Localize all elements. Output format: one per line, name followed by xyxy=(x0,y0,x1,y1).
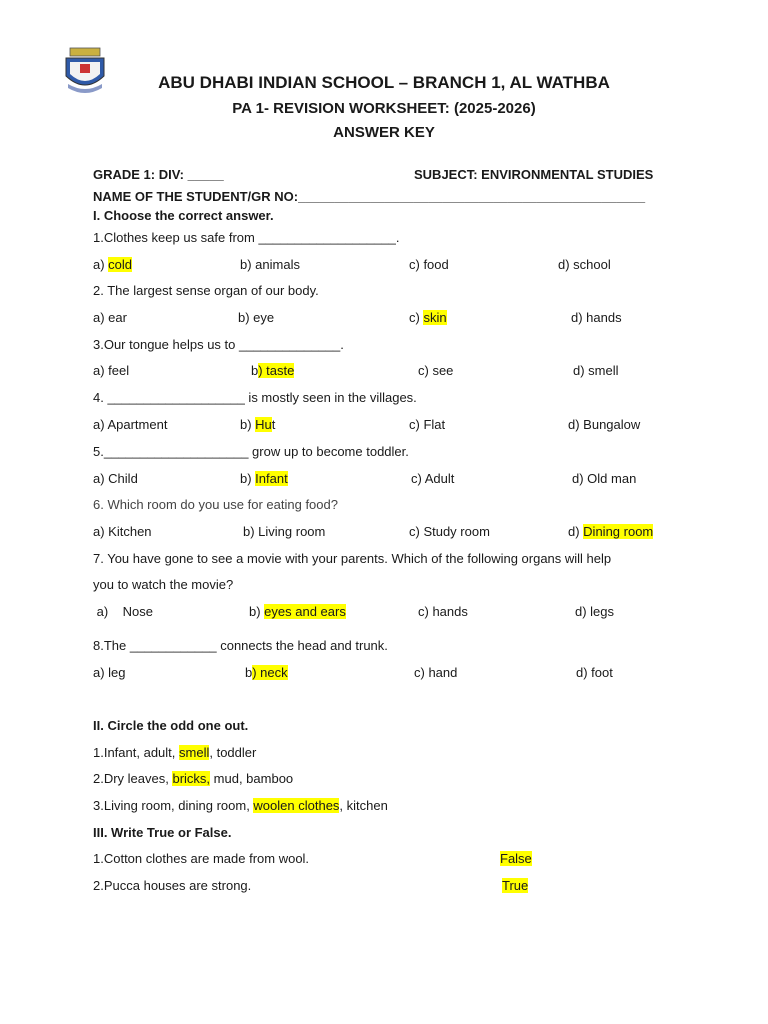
question-4: 4. ___________________ is mostly seen in the villages. xyxy=(93,390,417,405)
grade-div-label: GRADE 1: DIV: _____ xyxy=(93,167,224,182)
option-c: c) hand xyxy=(414,665,458,680)
question-5: 5.____________________ grow up to become toddler. xyxy=(93,444,409,459)
subject-label: SUBJECT: ENVIRONMENTAL STUDIES xyxy=(414,167,654,182)
option-d: d) smell xyxy=(573,363,619,378)
true-false-answer-1 xyxy=(500,851,532,866)
school-name: ABU DHABI INDIAN SCHOOL – BRANCH 1, AL WATHBA xyxy=(158,73,610,92)
true-false-answer-2 xyxy=(502,878,528,893)
option-a: a) cold xyxy=(93,257,133,272)
option-b: b) eye xyxy=(238,310,275,325)
option-c: c) skin xyxy=(409,310,447,325)
option-a: a) feel xyxy=(93,363,130,378)
option-c: c) Study room xyxy=(409,524,490,539)
option-d: d) foot xyxy=(576,665,613,680)
answer-highlight: smell xyxy=(179,745,210,760)
answer-highlight: True xyxy=(502,878,529,893)
option-c: c) Flat xyxy=(409,417,446,432)
question-3: 3.Our tongue helps us to ______________. xyxy=(93,337,344,352)
odd-one-out-1: 1.Infant, adult, smell, toddler xyxy=(93,745,257,760)
question-7: 7. You have gone to see a movie with your parents. Which of the following organs will help xyxy=(93,551,612,566)
answer-highlight: Dining room xyxy=(583,524,654,539)
option-d: d) Old man xyxy=(572,471,637,486)
option-c: c) Adult xyxy=(411,471,455,486)
section-1-title: I. Choose the correct answer. xyxy=(93,208,274,223)
option-a: a) Apartment xyxy=(93,417,168,432)
question-8: 8.The ____________ connects the head and trunk. xyxy=(93,638,388,653)
answer-highlight: skin xyxy=(423,310,447,325)
option-d: d) Bungalow xyxy=(568,417,641,432)
option-a: a) leg xyxy=(93,665,126,680)
option-a: a) Child xyxy=(93,471,138,486)
answer-highlight: woolen clothes xyxy=(253,798,340,813)
option-b: b) taste xyxy=(251,363,295,378)
question-2: 2. The largest sense organ of our body. xyxy=(93,283,319,298)
answer-highlight: Infant xyxy=(255,471,288,486)
answer-highlight: Hu xyxy=(255,417,272,432)
option-b: b) eyes and ears xyxy=(249,604,346,619)
odd-one-out-2: 2.Dry leaves, bricks, mud, bamboo xyxy=(93,771,294,786)
option-b: b) animals xyxy=(240,257,300,272)
option-b: b) neck xyxy=(245,665,288,680)
option-c: c) see xyxy=(418,363,454,378)
option-a: a) ear xyxy=(93,310,127,325)
option-a: a) Kitchen xyxy=(93,524,152,539)
answer-highlight: eyes and ears xyxy=(264,604,346,619)
option-d: d) Dining room xyxy=(568,524,654,539)
option-c: c) hands xyxy=(418,604,468,619)
question-1: 1.Clothes keep us safe from ___________________. xyxy=(93,230,400,245)
odd-one-out-3: 3.Living room, dining room, woolen clothes, kitchen xyxy=(93,798,388,813)
answer-highlight: ) neck xyxy=(252,665,288,680)
section-2-title: II. Circle the odd one out. xyxy=(93,718,249,733)
worksheet-title: PA 1- REVISION WORKSHEET: (2025-2026) xyxy=(232,100,536,117)
section-3-title: III. Write True or False. xyxy=(93,825,232,840)
true-false-statement-2: 2.Pucca houses are strong. xyxy=(93,878,252,893)
answer-key-title: ANSWER KEY xyxy=(333,124,435,141)
option-a: a) Nose xyxy=(93,604,153,619)
option-d: d) school xyxy=(558,257,611,272)
answer-highlight: cold xyxy=(108,257,133,272)
true-false-statement-1: 1.Cotton clothes are made from wool. xyxy=(93,851,310,866)
option-b: b) Hut xyxy=(240,417,276,432)
answer-highlight: bricks, xyxy=(172,771,211,786)
option-b: b) Living room xyxy=(243,524,326,539)
option-d: d) legs xyxy=(575,604,615,619)
answer-highlight: ) taste xyxy=(258,363,295,378)
question-6: 6. Which room do you use for eating food? xyxy=(93,497,338,512)
option-b: b) Infant xyxy=(240,471,288,486)
student-name-line: NAME OF THE STUDENT/GR NO:________________________________________________ xyxy=(93,189,646,204)
answer-highlight: False xyxy=(500,851,532,866)
option-d: d) hands xyxy=(571,310,622,325)
question-7-continued: you to watch the movie? xyxy=(93,577,234,592)
option-c: c) food xyxy=(409,257,449,272)
